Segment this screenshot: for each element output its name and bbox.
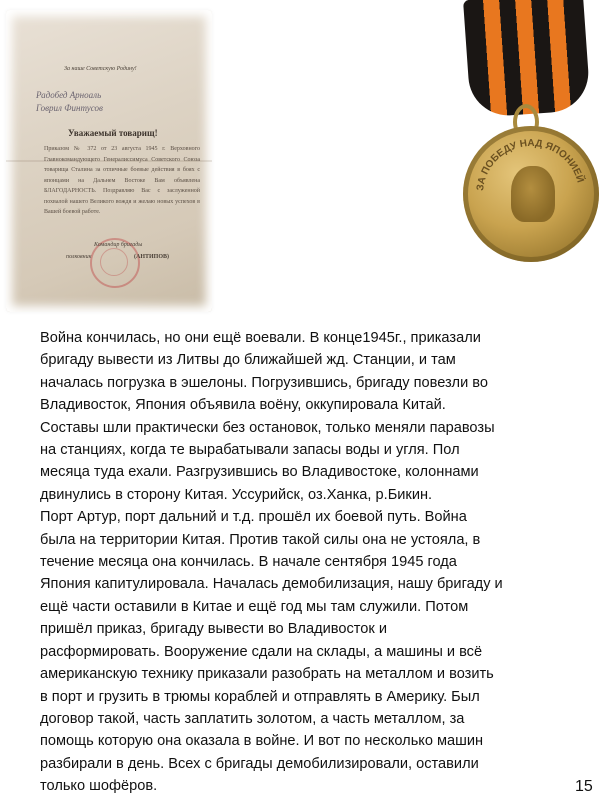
text-line-3: Владивосток, Япония объявила воёну, оккупировала Китай. [40, 397, 446, 414]
medal-inscription-text: ЗА ПОБЕДУ НАД ЯПОНИЕЙ [475, 137, 586, 192]
medal [463, 126, 599, 262]
medal-inscription [475, 138, 587, 191]
text-line [40, 349, 570, 371]
text-line-12: ещё части оставили в Китае и ещё год мы там служили. Потом [40, 598, 469, 615]
text-line [40, 641, 570, 663]
text-line-1: бригаду вывести из Литвы до ближайшей жд. Станции, и там [40, 352, 456, 369]
text-line [40, 551, 570, 573]
medal-photo [437, 0, 607, 303]
letter-signature-title: Командир бригады [94, 242, 143, 248]
letter-photo [6, 10, 212, 312]
text-line-17: договор такой, часть заплатить золотом, а часть металлом, за [40, 710, 465, 727]
text-line-6: месяца туда ехали. Разгрузившись во Владивостоке, колоннами [40, 464, 479, 481]
st-george-ribbon [463, 0, 591, 118]
letter-signature-rank: полковник [66, 254, 92, 260]
text-line-18: помощь которую она оказала в войне. И вот по несколько машин [40, 733, 484, 750]
text-line [40, 461, 570, 483]
text-line [40, 506, 570, 528]
letter-heading: Уважаемый товарищ! [68, 128, 158, 138]
text-line-14: расформировать. Вооружение сдали на склады, а машины и всё [40, 643, 483, 660]
text-line-15: американскую технику приказали разобрать на металлом и возить [40, 666, 494, 683]
text-line [40, 417, 570, 439]
text-line-9: была на территории Китая. Против такой силы она не устояла, в [40, 531, 481, 548]
page-number: 15 [575, 778, 593, 795]
text-line [40, 775, 570, 797]
text-line [40, 394, 570, 416]
text-line [40, 596, 570, 618]
text-line [40, 753, 570, 775]
text-line [40, 529, 570, 551]
text-line [40, 663, 570, 685]
text-line [40, 327, 570, 349]
text-line [40, 686, 570, 708]
text-line-2: началась погрузка в эшелоны. Погрузившись, бригаду повезли во [40, 374, 488, 391]
text-line-0: Война кончилась, но они ещё воевали. В конце1945г., приказали [40, 330, 481, 346]
text-line-13: пришёл приказ, бригаду вывести во Владивосток и [40, 621, 387, 638]
text-line [40, 730, 570, 752]
text-line [40, 573, 570, 595]
letter-name-1: Радобед Арноаль [36, 90, 102, 100]
text-line [40, 618, 570, 640]
body-text [40, 327, 570, 798]
text-line-11: Япония капитулировала. Началась демобилизация, нашу бригаду и [40, 576, 503, 593]
text-line-10: течение месяца она кончилась. В начале сентября 1945 года [40, 554, 457, 571]
text-line [40, 708, 570, 730]
text-line-19: разбирали в день. Всех с бригады демобилизировали, оставили [40, 755, 479, 772]
text-line-5: на станциях, когда те вырабатывали запасы воды и угля. Пол [40, 442, 460, 459]
text-line [40, 439, 570, 461]
medal-inscription-svg [463, 126, 599, 262]
text-line-8: Порт Артур, порт дальний и т.д. прошёл их боевой путь. Война [40, 509, 467, 526]
text-line-20: только шофёров. [40, 778, 158, 795]
text-line [40, 372, 570, 394]
text-line-4: Составы шли практически без остановок, только меняли паравозы [40, 419, 495, 436]
letter-name-2: Говрил Финтусов [36, 103, 103, 113]
text-line [40, 484, 570, 506]
text-line-7: двинулись в сторону Китая. Уссурийск, оз.Ханка, р.Бикин. [40, 486, 433, 503]
text-line-16: в порт и грузить в трюмы кораблей и отправлять в Америку. Был [40, 688, 480, 705]
letter-signature-name: (АНТИПОВ) [134, 254, 170, 260]
letter-body: Приказом № 372 от 23 августа 1945 г. Верховного Главнокомандующего Генералиссимуса Советского Союза товарища Сталина за отличные боевые действия в боях с японцами на Дальнем Востоке Вам объявлена БЛАГОДАРНОСТЬ. Поздравляю Вас с заслуженной похвалой нашего Великого вождя и желаю новых успехов в Вашей боевой работе. [44, 146, 200, 215]
letter-top-line: За наше Советскую Родину! [64, 66, 137, 72]
